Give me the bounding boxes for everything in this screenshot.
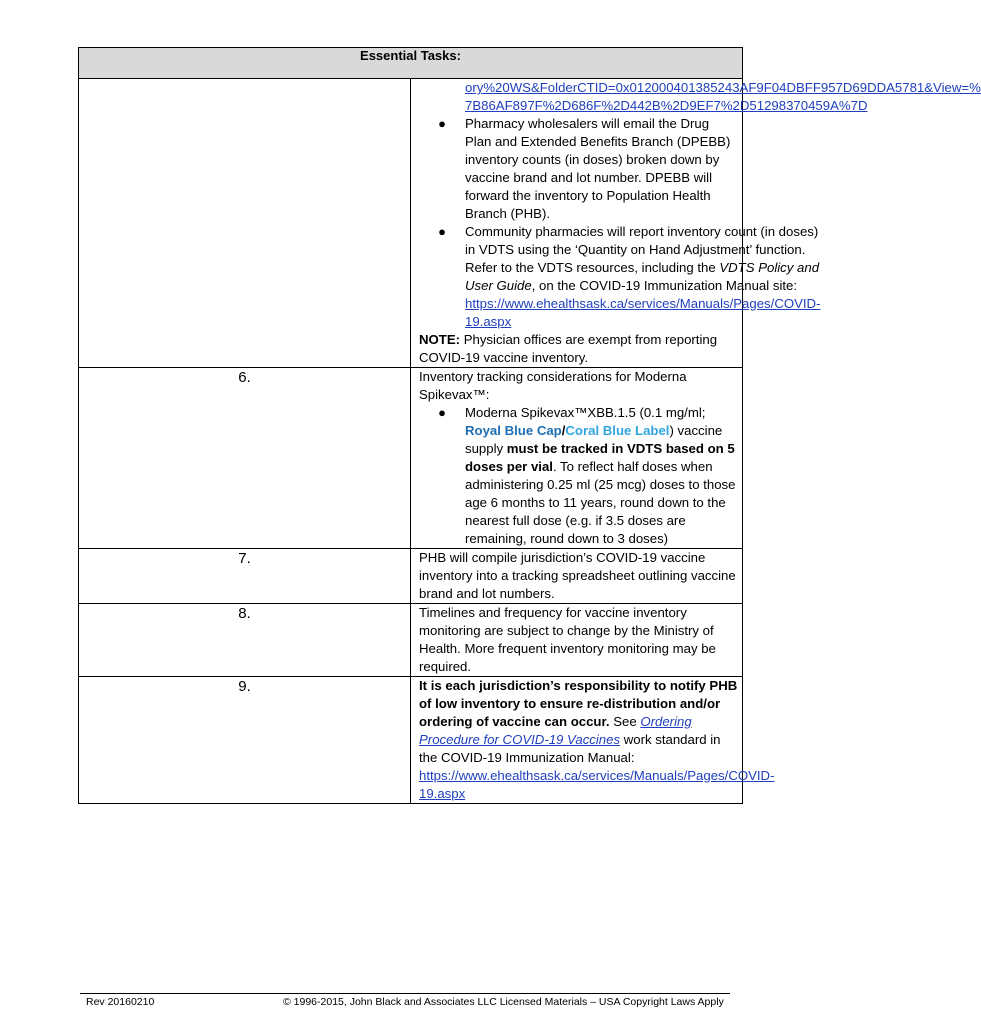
footer-divider <box>80 993 730 994</box>
table-header: Essential Tasks: <box>79 48 743 79</box>
row-content <box>411 79 981 368</box>
list-item-text <box>465 404 738 548</box>
row-intro: Inventory tracking considerations for Moderna Spikevax™: <box>419 369 687 402</box>
row-content <box>411 677 775 804</box>
text-segment: Moderna Spikevax™XBB.1.5 (0.1 mg/ml; <box>465 405 706 420</box>
manual-link[interactable]: https://www.ehealthsask.ca/services/Manuals/Pages/COVID-19.aspx <box>465 296 821 329</box>
note <box>419 331 738 367</box>
list-item <box>419 404 738 548</box>
bullet-icon: ● <box>438 405 446 420</box>
text-segment: . To reflect half doses when administering 0.25 ml (25 mcg) doses to those age 6 months to 11 years, round down to the nearest full dose (e.g. if 3.5 doses are remaining, round down to 3 doses) <box>465 459 736 546</box>
row-number: 8. <box>79 604 411 677</box>
royal-blue-cap-label: Royal Blue Cap <box>465 423 562 438</box>
note-label: NOTE: <box>419 332 461 347</box>
list-item <box>419 115 738 223</box>
bullet-icon: ● <box>438 116 446 131</box>
guide-title: VDTS Policy and User Guide <box>465 260 820 293</box>
table-row <box>79 677 743 804</box>
table-row <box>79 79 743 368</box>
list-item-text <box>465 223 820 331</box>
bullet-icon: ● <box>438 224 446 239</box>
row-content: Timelines and frequency for vaccine inventory monitoring are subject to change by the Ministry of Health. More frequent inventory monitoring may be required. <box>411 604 743 677</box>
table-row <box>79 604 743 677</box>
manual-link[interactable]: https://www.ehealthsask.ca/services/Manuals/Pages/COVID-19.aspx <box>419 768 775 801</box>
text-segment: See <box>609 714 641 729</box>
row-number: 6. <box>79 368 411 549</box>
note-text: Physician offices are exempt from reporting COVID-19 vaccine inventory. <box>419 332 718 365</box>
list-item-text: Pharmacy wholesalers will email the Drug Plan and Extended Benefits Branch (DPEBB) inventory counts (in doses) broken down by vaccine brand and lot number. DPEBB will forward the inventory to Population Health Branch (PHB). <box>465 116 731 221</box>
sharepoint-link-line-2[interactable]: 7B86AF897F%2D686F%2D442B%2D9EF7%2D51298370459A%7D <box>465 98 868 113</box>
sharepoint-link-line-1[interactable]: ory%20WS&FolderCTID=0x012000401385243AF9F04DBFF957D69DDA5781&View=% <box>465 80 981 95</box>
coral-blue-label: Coral Blue Label <box>565 423 670 438</box>
bold-text: must be tracked in VDTS based on 5 doses per vial <box>465 441 735 474</box>
row-number <box>79 79 411 368</box>
table-row <box>79 368 743 549</box>
list-item <box>419 223 821 331</box>
bold-text: It is each jurisdiction’s responsibility to notify PHB of low inventory to ensure re-distribution and/or ordering of vaccine can occur. <box>419 678 738 729</box>
ordering-procedure-link[interactable]: Ordering Procedure for COVID-19 Vaccines <box>419 714 692 747</box>
table-row <box>79 549 743 604</box>
slash: / <box>561 423 566 438</box>
row-content <box>411 368 743 549</box>
text-segment: Community pharmacies will report inventory count (in doses) in VDTS using the ‘Quantity on Hand Adjustment’ function. Refer to the VDTS resources, including the <box>465 224 819 275</box>
row-content: PHB will compile jurisdiction’s COVID-19 vaccine inventory into a tracking spreadsheet outlining vaccine brand and lot numbers. <box>411 549 743 604</box>
text-segment: , on the COVID-19 Immunization Manual site: <box>531 278 798 293</box>
row-number: 7. <box>79 549 411 604</box>
footer-revision: Rev 20160210 <box>86 996 155 1008</box>
text-segment: work standard in the COVID-19 Immunization Manual: <box>419 732 721 765</box>
footer-copyright: © 1996-2015, John Black and Associates LLC Licensed Materials – USA Copyright Laws Apply <box>283 996 724 1008</box>
text-segment: ) vaccine supply <box>465 423 723 456</box>
row-number: 9. <box>79 677 411 804</box>
table-header-row <box>79 48 743 79</box>
essential-tasks-table <box>78 47 981 804</box>
